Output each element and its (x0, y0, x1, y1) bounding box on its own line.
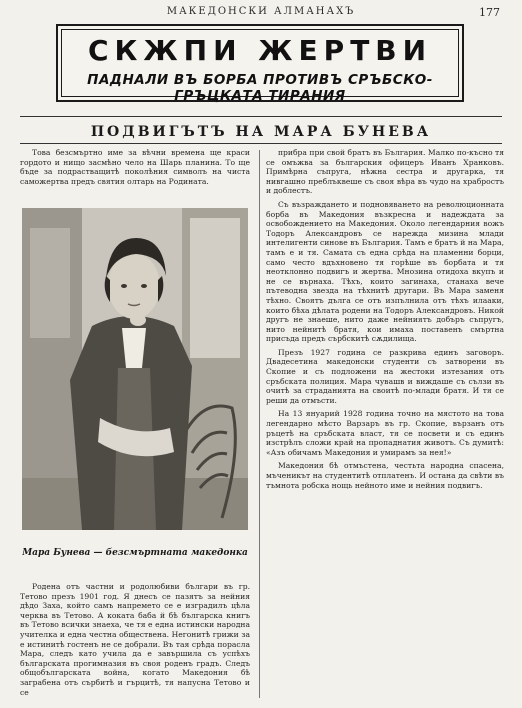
portrait-drawing (22, 208, 248, 530)
page-number: 177 (479, 6, 500, 19)
right-paragraph-5: Македония бѣ отмъстена, честьта народна спасена, мъченикът на студентитѣ отплатенъ. И остана да свѣти въ тъмнота робска нощь нейното име и нейния подвигъ. (266, 461, 504, 490)
left-column-text (20, 582, 250, 701)
intro-paragraph: Това безсмъртно име за вѣчни времена ще краси гордото и нищо засмѣно чело на Шарь планина. То ще бъде за подрастващитѣ поколѣния символъ на чиста саможертва предъ святия олтарь на Родината. (20, 148, 250, 186)
subtitle: ПАДНАЛИ ВЪ БОРБА ПРОТИВЪ СРЪБСКО-ГРЪЦКАТА ТИРАНИЯ (87, 72, 433, 104)
main-title: СКЖПИ ЖЕРТВИ (87, 34, 433, 67)
article-title: ПОДВИГЪТЪ НА МАРА БУНЕВА (90, 124, 432, 140)
running-title: МАКЕДОНСКИ АЛМАНАХЪ (166, 6, 356, 17)
running-head (0, 6, 522, 20)
right-paragraph-1: прибра при свой братъ въ България. Малко по-късно тя се омъжва за българския офицеръ Иванъ Хранковъ. Примѣрна съпруга, нѣжна сестра и другарка, тя нивгашно преблъквеше съ своя вѣра въ чудо на храбростъ и доблестъ. (266, 148, 504, 196)
portrait-photo (22, 208, 248, 530)
column-divider (259, 150, 260, 698)
title-underline-rule (20, 143, 502, 144)
title-box (56, 24, 464, 102)
right-column-text (266, 148, 504, 494)
photo-caption: Мара Бунева — безсмъртната македонка (22, 548, 248, 558)
right-paragraph-2: Съ възраждането и подновяването на революционната борба въ Македония възкресна и надеждата за освобождението на Македония. Около легендарния вожъ Тодоръ Александровъ се нарежда мизина млади интелигенти синове въ България. Тамъ е братъ й на Мара, тамъ е и тя. Самата съ една срѣда на пламенни борци, само често вдъхновено тя горѣше въ борбата и тя неотклонно подвигъ и жертва. Мнозина отидоха вкупъ и не се върнаха. Тѣхъ, които загинаха, станаха вече пътеводна звезда на тѣхнитѣ другари. Въ Мара заменя тѣхно. Своятъ дълга се отъ изпълнила отъ тѣхъ илааки, които бѣха дѣлата родени на Тодоръ Александровъ. Никой другъ не знаеше, нито даже нейниятъ добъръ съпругъ, нито нейнитѣ братя, кои имаха поставенъ смъртна присъда предъ сърбскитѣ сѫдилища. (266, 199, 504, 344)
right-paragraph-4: На 13 януарий 1928 година точно на мястото на това легендарно мѣсто Варзаръ въ гр. Скопие, вързанъ отъ ръцетѣ на сръбската власт, тя се посвети и съ единъ изстрѣлъ сложи край на пропаднатия животъ. Съ думитѣ: «Азъ обичамъ Македония и умирамъ за нея!» (266, 409, 504, 457)
top-rule (20, 116, 502, 117)
intro-paragraph-column (20, 148, 250, 190)
left-paragraph-1: Родена отъ частни и родолюбиви българи въ гр. Тетово презъ 1901 год. Я днесъ се пазятъ за нейния дѣдо Заха, който самъ напремето се е изградилъ цѣла черква въ Тетово. А коката баба й бѣ българска книгъ въ Тетово всички знаеха, че тя е една истински народна учителка и една честна обществена. Негонитѣ грижи за е истинитѣ гостенъ не се добрали. Въ тая срѣда порасла Мара, следъ като учила да е завършила съ успѣхъ българската прогимназия въ своя роденъ градъ. Следъ общобългарската война, когато Македония бѣ заграбена отъ сърбитѣ и гърцитѣ, тя напусна Тетово и се (20, 582, 250, 697)
right-paragraph-3: Презъ 1927 година се разкрива единъ заговоръ. Двадесетина македонски студенти съ затворени въ Скопие и съ подложени на жестоки изтезания отъ сръбската полиция. Мара чувашв и виждаше съ сълзи въ очитѣ за страданията на своитѣ по-млади братя. И тя се реши да отмъсти. (266, 347, 504, 405)
